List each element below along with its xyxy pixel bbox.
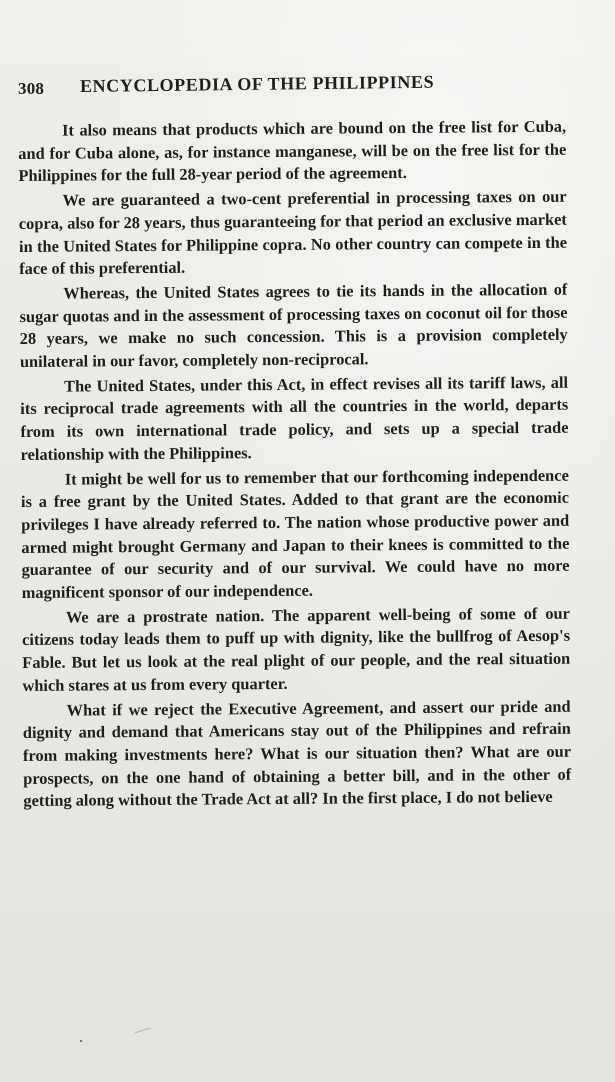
running-title: ENCYCLOPEDIA OF THE PHILIPPINES	[79, 71, 435, 96]
page-number: 308	[18, 79, 45, 98]
page-header	[18, 71, 578, 108]
paragraph-7: What if we reject the Executive Agreement, and assert our pride and dignity and demand that Americans stay out of the Philippines and refrain from making investments here? What is our situation then? What are our prospects, on the one hand of obtaining a better bill, and in the other of getting along without the Trade Act at all? In the first place, I do not believe	[22, 696, 572, 811]
paragraph-2: We are guaranteed a two-cent preferential in processing taxes on our copra, also for 28 years, thus guaranteeing for that period an exclusive market in the United States for Philippine copra. No other country can compete in the face of this preferential.	[18, 186, 568, 279]
scan-mark	[135, 1028, 151, 1033]
paragraph-6: We are a prostrate nation. The apparent well-being of some of our citizens today leads them to puff up with dignity, like the bullfrog of Aesop's Fable. But let us look at the real plight of our people, and the real situation which stares at us from every quarter.	[22, 603, 571, 695]
paragraph-3: Whereas, the United States agrees to tie its hands in the allocation of sugar quotas and in the assessment of processing taxes on coconut oil for those 28 years, we make no such concession. This is a provision completely unilateral in our favor, completely non-reciprocal.	[19, 279, 568, 372]
paragraph-1: It also means that products which are bound on the free list for Cuba, and for Cuba alone, as, for instance manganese, will be on the free list for the Philippines for the full 28-year period of the agreement.	[18, 116, 567, 186]
paragraph-4: The United States, under this Act, in effect revises all its tariff laws, all its reciprocal trade agreements with all the countries in the world, departs from its own international trade policy, and sets up a special trade relationship with the Philippines.	[20, 372, 569, 464]
scan-dot	[80, 1040, 82, 1042]
body-text	[18, 116, 571, 813]
paragraph-5: It might be well for us to remember that our forthcoming independence is a free grant by the United States. Added to that grant are the economic privileges I have already referred to. The nation whose productive power and armed might brought Germany and Japan to their knees is committed to the guarantee of our security and of our survival. We could have no more magnificent sponsor of our independence.	[20, 465, 570, 603]
